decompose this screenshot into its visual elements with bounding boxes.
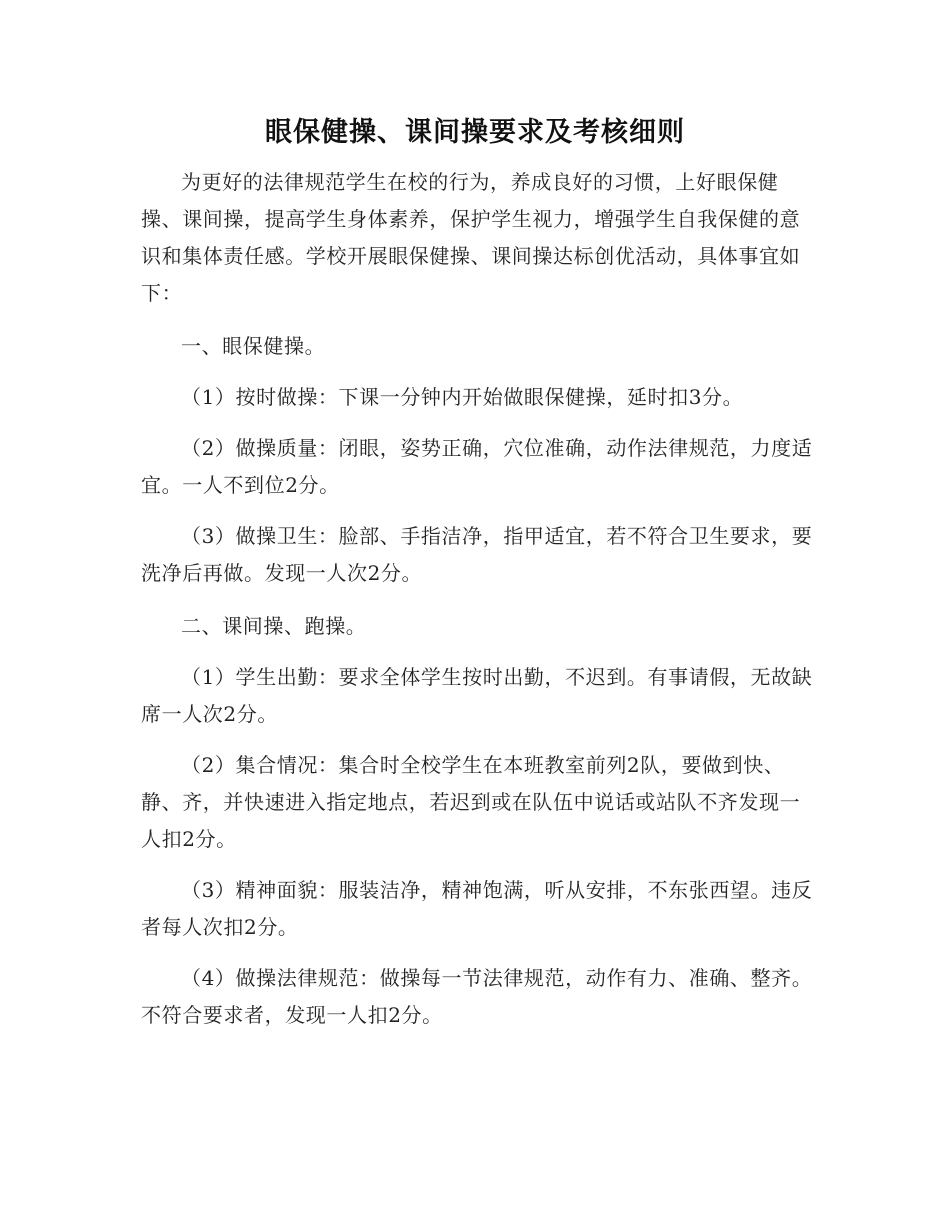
rule-paragraph: （3）做操卫生：脸部、手指洁净，指甲适宜，若不符合卫生要求，要洗净后再做。发现一人次2分。 [141,524,813,585]
section-heading-eye-exercise: 一、眼保健操。 [181,334,326,358]
rule-paragraph: （1）学生出勤：要求全体学生按时出勤，不迟到。有事请假，无故缺席一人次2分。 [141,665,813,726]
intro-paragraph: 为更好的法律规范学生在校的行为，养成良好的习惯，上好眼保健操、课间操，提高学生身体素养，保护学生视力，增强学生自我保健的意识和集体责任感。学校开展眼保健操、课间操达标创优活动，具体事宜如下： [141,170,801,305]
rule-paragraph: （1）按时做操：下课一分钟内开始做眼保健操，延时扣3分。 [181,385,744,409]
rule-paragraph: （4）做操法律规范：做操每一节法律规范，动作有力、准确、整齐。不符合要求者，发现一人扣2分。 [141,966,813,1027]
section-heading-break-exercise: 二、课间操、跑操。 [181,614,367,638]
document-title: 眼保健操、课间操要求及考核细则 [265,117,685,148]
document-body [141,164,813,1034]
rule-paragraph: （2）做操质量：闭眼，姿势正确，穴位准确，动作法律规范，力度适宜。一人不到位2分。 [141,436,813,497]
rule-paragraph: （2）集合情况：集合时全校学生在本班教室前列2队，要做到快、静、齐，并快速进入指定地点，若迟到或在队伍中说话或站队不齐发现一人扣2分。 [141,753,801,851]
rule-paragraph: （3）精神面貌：服装洁净，精神饱满，听从安排，不东张西望。违反者每人次扣2分。 [141,878,813,939]
